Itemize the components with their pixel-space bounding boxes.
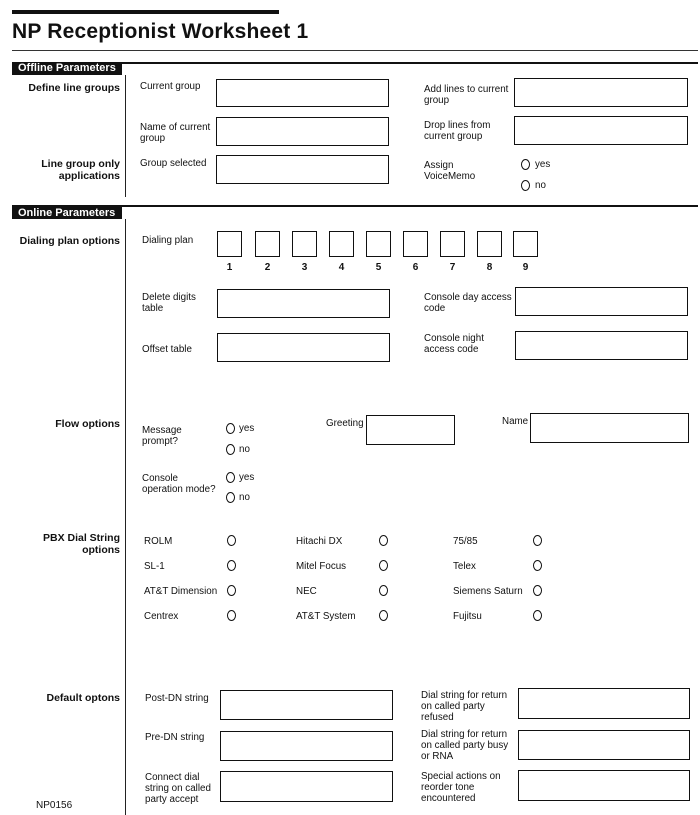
current-group-field[interactable] <box>216 79 389 107</box>
dialing-plan-digit-number: 9 <box>522 262 529 273</box>
pbx-option-radio[interactable] <box>533 535 542 546</box>
dialing-plan-digit-box[interactable] <box>403 231 428 257</box>
pbx-option-radio[interactable] <box>533 560 542 571</box>
dialing-plan-digit-box[interactable] <box>513 231 538 257</box>
greeting-field[interactable] <box>366 415 455 445</box>
pbx-option-label: 75/85 <box>453 536 478 547</box>
offline-divider-line <box>125 75 126 197</box>
dialing-plan-digit-box[interactable] <box>329 231 354 257</box>
pbx-option-label: SL-1 <box>144 561 165 572</box>
message-prompt-yes-radio[interactable] <box>226 423 235 434</box>
group-selected-field[interactable] <box>216 155 389 184</box>
define-line-groups-label: Define line groups <box>28 82 120 94</box>
pre-dn-string-label: Pre-DN string <box>145 732 205 743</box>
pbx-option-label: AT&T System <box>296 611 356 622</box>
name-field[interactable] <box>530 413 689 443</box>
current-group-label: Current group <box>140 81 201 92</box>
pbx-option-radio[interactable] <box>379 560 388 571</box>
pbx-option-radio[interactable] <box>227 610 236 621</box>
pbx-option-label: Siemens Saturn <box>453 586 523 597</box>
dialing-plan-digit-number: 2 <box>264 262 271 273</box>
pbx-option-radio[interactable] <box>379 610 388 621</box>
online-divider-line <box>125 219 126 815</box>
pbx-option-label: Mitel Focus <box>296 561 347 572</box>
pbx-option-label: Telex <box>453 561 476 572</box>
dialing-plan-digit-number: 5 <box>375 262 382 273</box>
dial-refused-label: Dial string for return on called party refused <box>421 690 508 723</box>
group-selected-label: Group selected <box>140 158 207 169</box>
offset-table-field[interactable] <box>217 333 390 362</box>
console-operation-no-radio[interactable] <box>226 492 235 503</box>
console-night-access-field[interactable] <box>515 331 688 360</box>
console-day-access-field[interactable] <box>515 287 688 316</box>
delete-digits-table-label: Delete digits table <box>142 292 196 314</box>
pbx-dial-string-options-label: PBX Dial String options <box>42 532 120 556</box>
dialing-plan-digit-number: 8 <box>486 262 493 273</box>
offset-table-label: Offset table <box>142 344 192 355</box>
voicememo-no-radio[interactable] <box>521 180 530 191</box>
assign-voicememo-label: Assign VoiceMemo <box>424 160 476 182</box>
console-operation-label: Console operation mode? <box>142 473 216 495</box>
dialing-plan-digit-number: 7 <box>449 262 456 273</box>
dialing-plan-digit-box[interactable] <box>477 231 502 257</box>
name-label: Name <box>502 416 529 427</box>
pbx-option-radio[interactable] <box>379 535 388 546</box>
special-actions-field[interactable] <box>518 770 690 801</box>
connect-dial-string-field[interactable] <box>220 771 393 802</box>
voicememo-yes-radio[interactable] <box>521 159 530 170</box>
pbx-option-label: NEC <box>296 586 317 597</box>
message-prompt-no-label: no <box>239 444 250 455</box>
dialing-plan-digit-box[interactable] <box>366 231 391 257</box>
online-section-header: Online Parameters <box>12 207 122 219</box>
line-group-only-label: Line group only applications <box>41 158 120 182</box>
dialing-plan-options-label: Dialing plan options <box>19 235 120 247</box>
offline-section-header: Offline Parameters <box>12 62 122 75</box>
drop-lines-field[interactable] <box>514 116 688 145</box>
console-day-access-label: Console day access code <box>424 292 512 314</box>
delete-digits-table-field[interactable] <box>217 289 390 318</box>
name-of-current-group-label: Name of current group <box>140 122 211 144</box>
drop-lines-label: Drop lines from current group <box>424 120 491 142</box>
dial-busy-label: Dial string for return on called party busy or RNA <box>421 729 509 762</box>
greeting-label: Greeting <box>326 418 364 429</box>
dialing-plan-digit-number: 4 <box>338 262 345 273</box>
message-prompt-label: Message prompt? <box>142 425 182 447</box>
dialing-plan-digit-number: 1 <box>226 262 233 273</box>
dial-busy-field[interactable] <box>518 730 690 760</box>
pbx-option-label: Centrex <box>144 611 179 622</box>
dialing-plan-digit-number: 3 <box>301 262 308 273</box>
pbx-option-radio[interactable] <box>227 585 236 596</box>
dialing-plan-label: Dialing plan <box>142 235 194 246</box>
pre-dn-string-field[interactable] <box>220 731 393 761</box>
special-actions-label: Special actions on reorder tone encountered <box>421 771 501 804</box>
post-dn-string-field[interactable] <box>220 690 393 720</box>
post-dn-string-label: Post-DN string <box>145 693 209 704</box>
dialing-plan-digit-number: 6 <box>412 262 419 273</box>
dial-refused-field[interactable] <box>518 688 690 719</box>
default-options-label: Default optons <box>46 692 120 704</box>
voicememo-no-label: no <box>535 180 546 191</box>
console-operation-no-label: no <box>239 492 250 503</box>
pbx-option-label: ROLM <box>144 536 173 547</box>
dialing-plan-digit-box[interactable] <box>440 231 465 257</box>
connect-dial-string-label: Connect dial string on called party accept <box>145 772 211 805</box>
console-operation-yes-radio[interactable] <box>226 472 235 483</box>
footer-code: NP0156 <box>36 800 73 811</box>
page-title: NP Receptionist Worksheet 1 <box>12 20 309 43</box>
dialing-plan-digit-box[interactable] <box>217 231 242 257</box>
voicememo-yes-label: yes <box>535 159 551 170</box>
dialing-plan-digit-box[interactable] <box>292 231 317 257</box>
add-lines-label: Add lines to current group <box>424 84 509 106</box>
message-prompt-yes-label: yes <box>239 423 255 434</box>
pbx-option-radio[interactable] <box>227 535 236 546</box>
dialing-plan-digit-box[interactable] <box>255 231 280 257</box>
top-rule <box>12 10 279 14</box>
pbx-option-label: Fujitsu <box>453 611 482 622</box>
pbx-option-radio[interactable] <box>227 560 236 571</box>
pbx-option-label: Hitachi DX <box>296 536 343 547</box>
console-night-access-label: Console night access code <box>424 333 484 355</box>
pbx-option-label: AT&T Dimension <box>144 586 218 597</box>
pbx-option-radio[interactable] <box>379 585 388 596</box>
add-lines-field[interactable] <box>514 78 688 107</box>
name-of-current-group-field[interactable] <box>216 117 389 146</box>
pbx-option-radio[interactable] <box>533 585 542 596</box>
message-prompt-no-radio[interactable] <box>226 444 235 455</box>
pbx-option-radio[interactable] <box>533 610 542 621</box>
flow-options-label: Flow options <box>55 418 120 430</box>
title-divider <box>12 50 698 51</box>
console-operation-yes-label: yes <box>239 472 255 483</box>
